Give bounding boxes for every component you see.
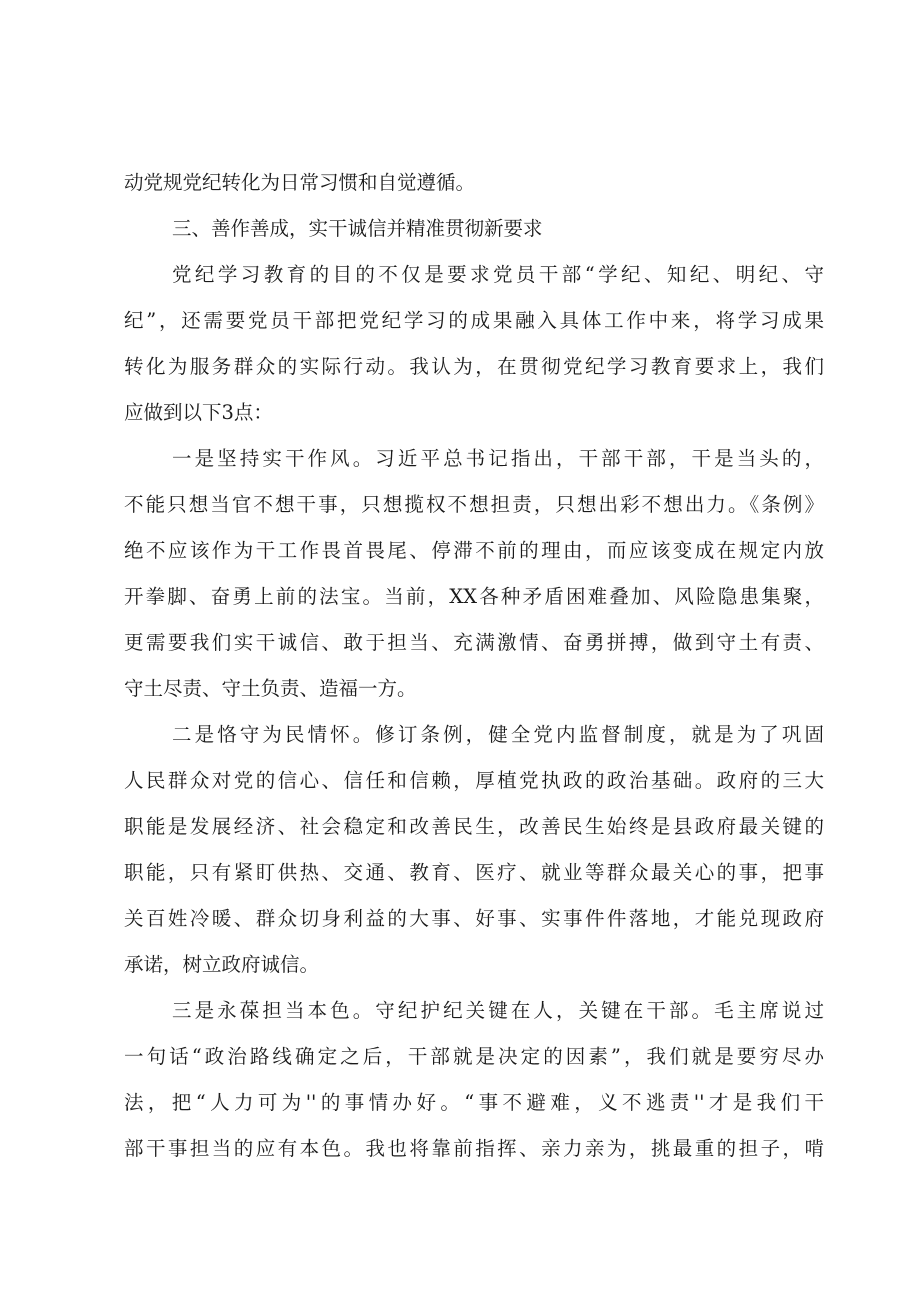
text-line: 守土尽责、守土负责、造福一方。 — [124, 677, 417, 700]
text-line: 更需要我们实干诚信、敢于担当、充满激情、奋勇拼搏，做到守土有责、 — [124, 631, 824, 654]
text-line: 转化为服务群众的实际行动。我认为，在贯彻党纪学习教育要求上，我们 — [124, 355, 824, 378]
text-line: 动党规党纪转化为日常习惯和自觉遵循。 — [124, 171, 476, 194]
section-heading: 三、善作善成，实干诚信并精准贯彻新要求 — [172, 217, 543, 240]
text-line: 承诺，树立政府诚信。 — [124, 953, 320, 976]
text-line: 一是坚持实干作风。习近平总书记指出，干部干部，干是当头的， — [172, 447, 824, 470]
text-line: 人民群众对党的信心、信任和信赖，厚植党执政的政治基础。政府的三大 — [124, 769, 824, 792]
text-line: 法，把“人力可为''的事情办好。“事不避难，义不逃责''才是我们干 — [124, 1091, 824, 1114]
text-line: 一句话“政治路线确定之后，干部就是决定的因素”，我们就是要穷尽办 — [124, 1045, 824, 1068]
text-line: 职能是发展经济、社会稳定和改善民生，改善民生始终是县政府最关键的 — [124, 815, 824, 838]
text-line: 纪”，还需要党员干部把党纪学习的成果融入具体工作中来，将学习成果 — [124, 309, 824, 332]
text-line: 二是恪守为民情怀。修订条例，健全党内监督制度，就是为了巩固 — [172, 723, 824, 746]
text-line: 应做到以下3点： — [124, 401, 273, 424]
text-line: 不能只想当官不想干事，只想揽权不想担责，只想出彩不想出力。《条例》 — [124, 493, 824, 516]
text-line: 职能，只有紧盯供热、交通、教育、医疗、就业等群众最关心的事，把事 — [124, 861, 824, 884]
text-line: 部干事担当的应有本色。我也将靠前指挥、亲力亲为，挑最重的担子，啃 — [124, 1137, 824, 1160]
text-line: 党纪学习教育的目的不仅是要求党员干部“学纪、知纪、明纪、守 — [172, 263, 824, 286]
text-line: 绝不应该作为干工作畏首畏尾、停滞不前的理由，而应该变成在规定内放 — [124, 539, 824, 562]
text-line: 开拳脚、奋勇上前的法宝。当前，XX各种矛盾困难叠加、风险隐患集聚， — [124, 585, 824, 608]
text-line: 三是永葆担当本色。守纪护纪关键在人，关键在干部。毛主席说过 — [172, 999, 824, 1022]
text-line: 关百姓冷暖、群众切身利益的大事、好事、实事件件落地，才能兑现政府 — [124, 907, 824, 930]
